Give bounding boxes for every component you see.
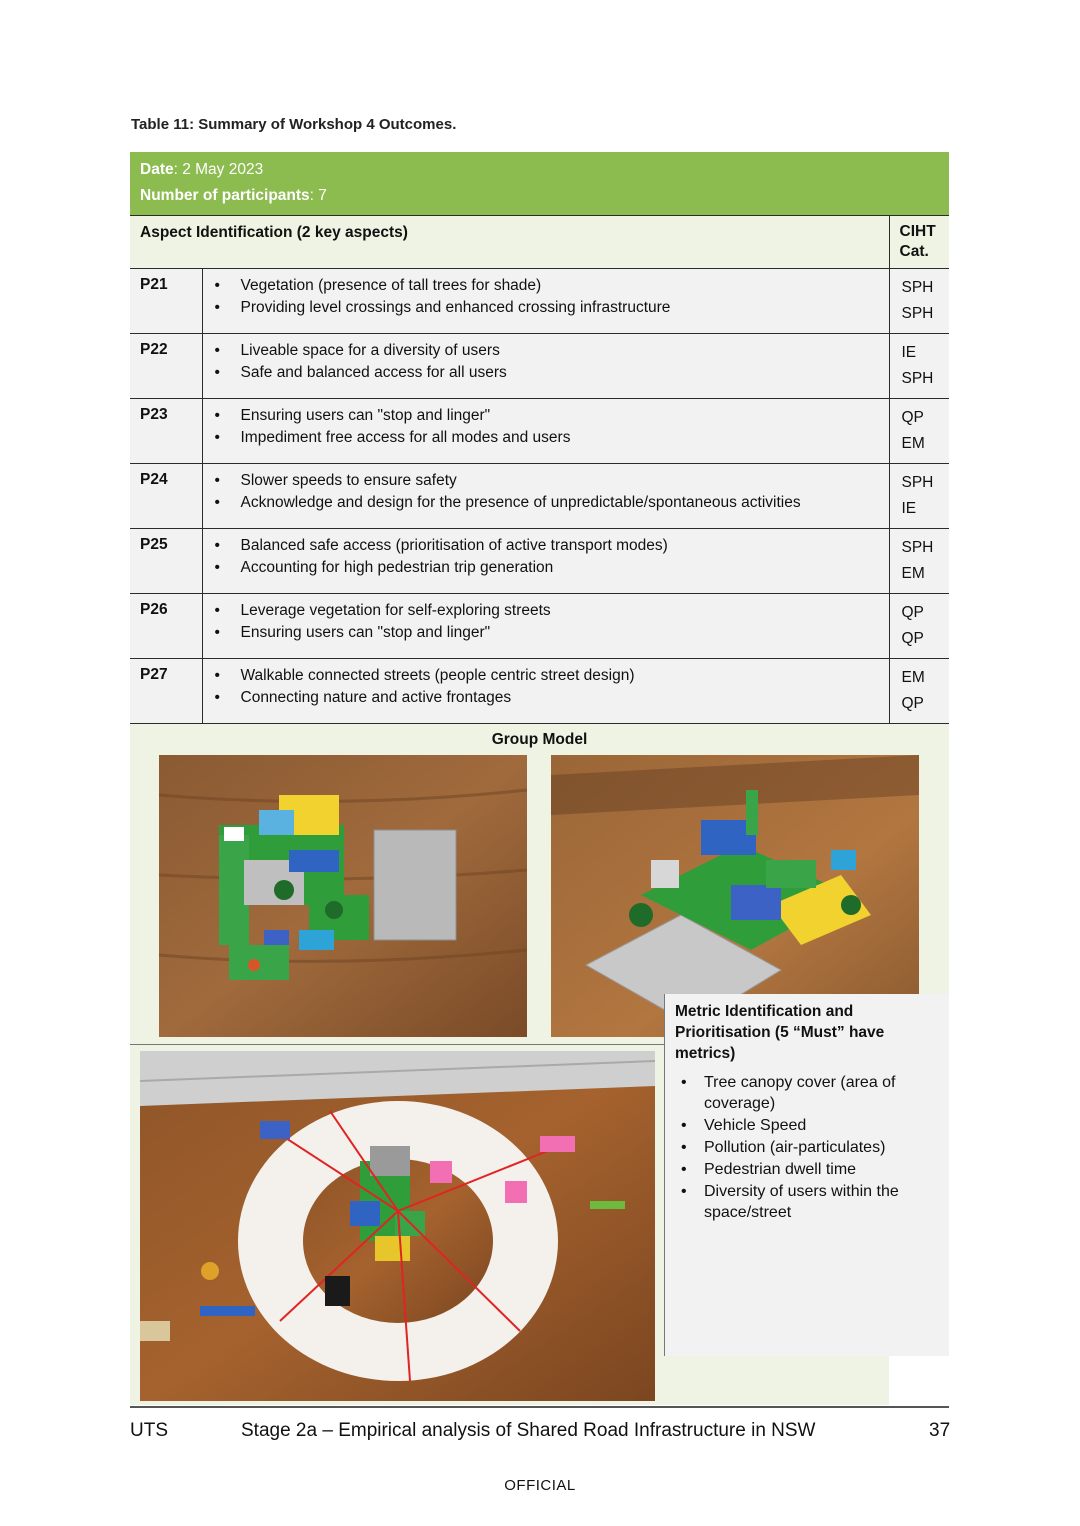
aspect-item: • Ensuring users can "stop and linger"	[203, 405, 889, 427]
participant-id: P27	[130, 659, 202, 724]
participant-id: P24	[130, 464, 202, 529]
metrics-panel	[664, 994, 949, 1356]
metric-item: • Diversity of users within the space/street	[675, 1181, 937, 1223]
date-line	[140, 157, 939, 183]
metric-item: • Pollution (air-particulates)	[675, 1137, 937, 1158]
metric-item: • Pedestrian dwell time	[675, 1159, 937, 1180]
ciht-category: QP	[901, 695, 924, 712]
ciht-heading-line1: CIHT	[899, 223, 936, 240]
aspect-item: • Impediment free access for all modes and users	[203, 427, 889, 449]
ciht-category: EM	[901, 435, 925, 452]
aspect-item: • Walkable connected streets (people centric street design)	[203, 665, 889, 687]
aspect-item: • Ensuring users can "stop and linger"	[203, 622, 889, 644]
table-row	[130, 464, 949, 529]
table-row	[130, 334, 949, 399]
participants-label: Number of participants	[140, 187, 310, 204]
participant-id: P21	[130, 269, 202, 334]
table-header	[130, 152, 949, 216]
metric-prioritisation-photo	[140, 1051, 655, 1401]
date-label: Date	[140, 161, 174, 178]
participant-id: P22	[130, 334, 202, 399]
aspect-item: • Leverage vegetation for self-exploring streets	[203, 600, 889, 622]
participants-value: : 7	[309, 187, 327, 204]
table-row	[130, 399, 949, 464]
ciht-category: QP	[901, 630, 924, 647]
table-row	[130, 594, 949, 659]
ciht-heading-line2: Cat.	[899, 243, 929, 260]
table-row	[130, 269, 949, 334]
date-value: : 2 May 2023	[173, 161, 264, 178]
metrics-title: Metric Identification and Prioritisation (5 “Must” have metrics)	[675, 1003, 885, 1062]
participant-id: P26	[130, 594, 202, 659]
group-model-photo-top-view	[159, 755, 527, 1037]
footer-report-title: Stage 2a – Empirical analysis of Shared Road Infrastructure in NSW	[241, 1420, 816, 1441]
aspect-item: • Accounting for high pedestrian trip generation	[203, 557, 889, 579]
ciht-category: SPH	[901, 370, 934, 387]
page-number: 37	[929, 1420, 951, 1441]
ciht-category: EM	[901, 669, 925, 686]
aspect-item: • Acknowledge and design for the presence of unpredictable/spontaneous activities	[203, 492, 889, 514]
aspect-heading: Aspect Identification (2 key aspects)	[130, 216, 889, 269]
table-row	[130, 529, 949, 594]
ciht-category: EM	[901, 565, 925, 582]
ciht-category: IE	[901, 344, 917, 361]
aspect-item: • Vegetation (presence of tall trees for shade)	[203, 275, 889, 297]
classification-label: OFFICIAL	[504, 1477, 576, 1494]
metric-item: • Vehicle Speed	[675, 1115, 937, 1136]
aspect-item: • Safe and balanced access for all users	[203, 362, 889, 384]
ciht-category: SPH	[901, 279, 934, 296]
ciht-category: QP	[901, 409, 924, 426]
table-caption: Table 11: Summary of Workshop 4 Outcomes.	[131, 116, 457, 133]
ciht-category: IE	[901, 500, 917, 517]
footer-divider	[130, 1406, 949, 1408]
aspect-item: • Slower speeds to ensure safety	[203, 470, 889, 492]
table-row	[130, 659, 949, 724]
aspect-item: • Liveable space for a diversity of users	[203, 340, 889, 362]
ciht-category: QP	[901, 604, 924, 621]
participant-id: P25	[130, 529, 202, 594]
aspect-item: • Providing level crossings and enhanced crossing infrastructure	[203, 297, 889, 319]
ciht-heading	[889, 216, 949, 269]
aspect-item: • Connecting nature and active frontages	[203, 687, 889, 709]
footer-org: UTS	[130, 1420, 168, 1441]
ciht-category: SPH	[901, 305, 934, 322]
participants-line	[140, 183, 939, 209]
metrics-list	[675, 1072, 937, 1223]
participant-id: P23	[130, 399, 202, 464]
ciht-category: SPH	[901, 474, 934, 491]
aspect-item: • Balanced safe access (prioritisation of active transport modes)	[203, 535, 889, 557]
group-model-title: Group Model	[491, 731, 588, 748]
ciht-category: SPH	[901, 539, 934, 556]
metric-item: • Tree canopy cover (area of coverage)	[675, 1072, 937, 1114]
